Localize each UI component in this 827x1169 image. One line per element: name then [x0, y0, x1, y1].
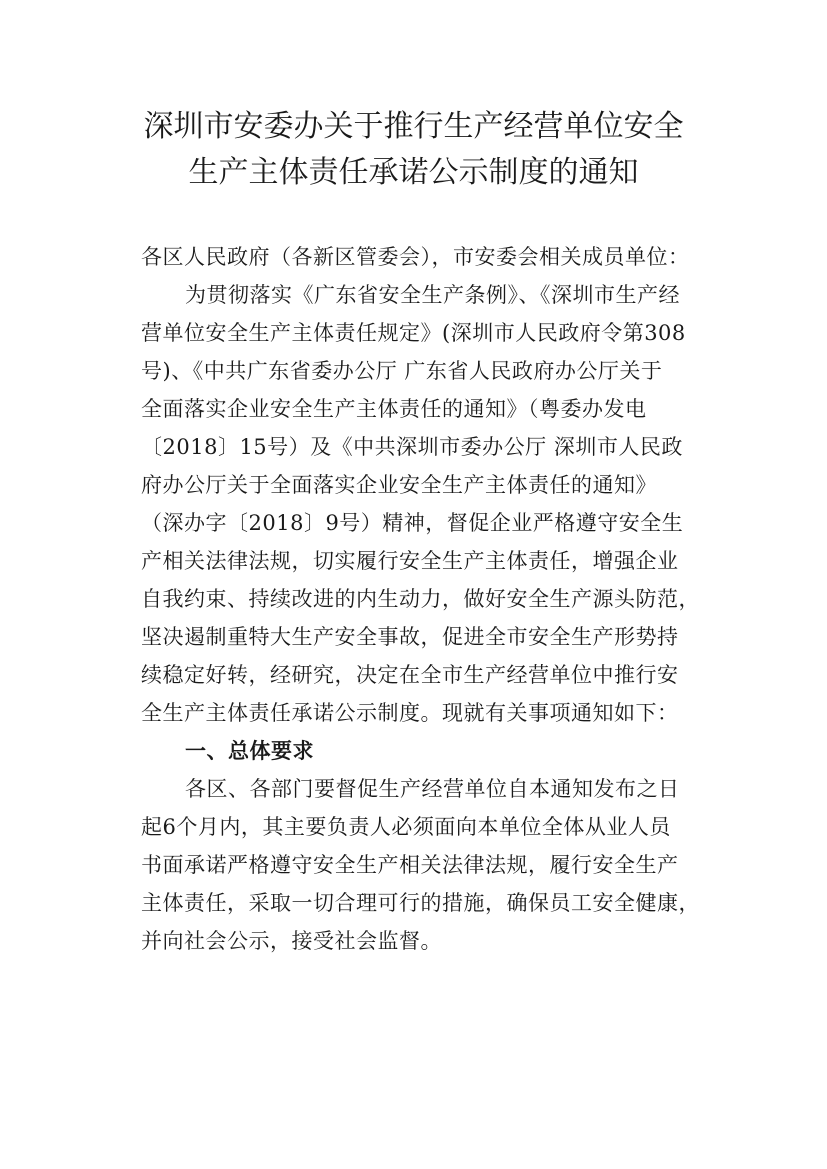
salutation: 各区人民政府（各新区管委会），市安委会相关成员单位： — [141, 245, 690, 269]
text-line: 〔2018〕15号）及《中共深圳市委办公厅 深圳市人民政 — [141, 435, 683, 459]
text-line: 号)、《中共广东省委办公厅 广东省人民政府办公厅关于 — [141, 359, 663, 383]
text-line: 并向社会公示，接受社会监督。 — [141, 929, 442, 953]
text-line: 自我约束、持续改进的内生动力，做好安全生产源头防范， — [141, 587, 700, 611]
text-line: 主体责任，采取一切合理可行的措施，确保员工安全健康， — [141, 891, 700, 915]
text-line: 起6个月内，其主要负责人必须面向本单位全体从业人员 — [141, 815, 671, 839]
text-line: 各区、各部门要督促生产经营单位自本通知发布之日 — [185, 777, 680, 801]
text-line: 续稳定好转，经研究，决定在全市生产经营单位中推行安 — [141, 663, 679, 687]
document-body — [141, 238, 700, 960]
title-line-1: 深圳市安委办关于推行生产经营单位安全 — [143, 109, 684, 144]
text-line: 产相关法律法规，切实履行安全生产主体责任，增强企业 — [141, 549, 679, 573]
text-line: 全面落实企业安全生产主体责任的通知》（粤委办发电 — [141, 397, 647, 421]
paragraph-1 — [141, 276, 700, 732]
section-heading: 一、总体要求 — [185, 739, 314, 763]
title-line-2: 生产主体责任承诺公示制度的通知 — [188, 155, 639, 190]
text-line: 为贯彻落实《广东省安全生产条例》、《深圳市生产经 — [185, 283, 680, 307]
text-line: 书面承诺严格遵守安全生产相关法律法规，履行安全生产 — [141, 853, 679, 877]
document-title — [0, 104, 827, 196]
text-line: 营单位安全生产主体责任规定》(深圳市人民政府令第308 — [141, 321, 686, 345]
text-line: 全生产主体责任承诺公示制度。现就有关事项通知如下： — [141, 701, 679, 725]
text-line: （深办字〔2018〕9号）精神，督促企业严格遵守安全生 — [141, 511, 684, 535]
text-line: 坚决遏制重特大生产安全事故，促进全市安全生产形势持 — [141, 625, 679, 649]
paragraph-2 — [141, 770, 700, 960]
text-line: 府办公厅关于全面落实企业安全生产主体责任的通知》 — [141, 473, 657, 497]
